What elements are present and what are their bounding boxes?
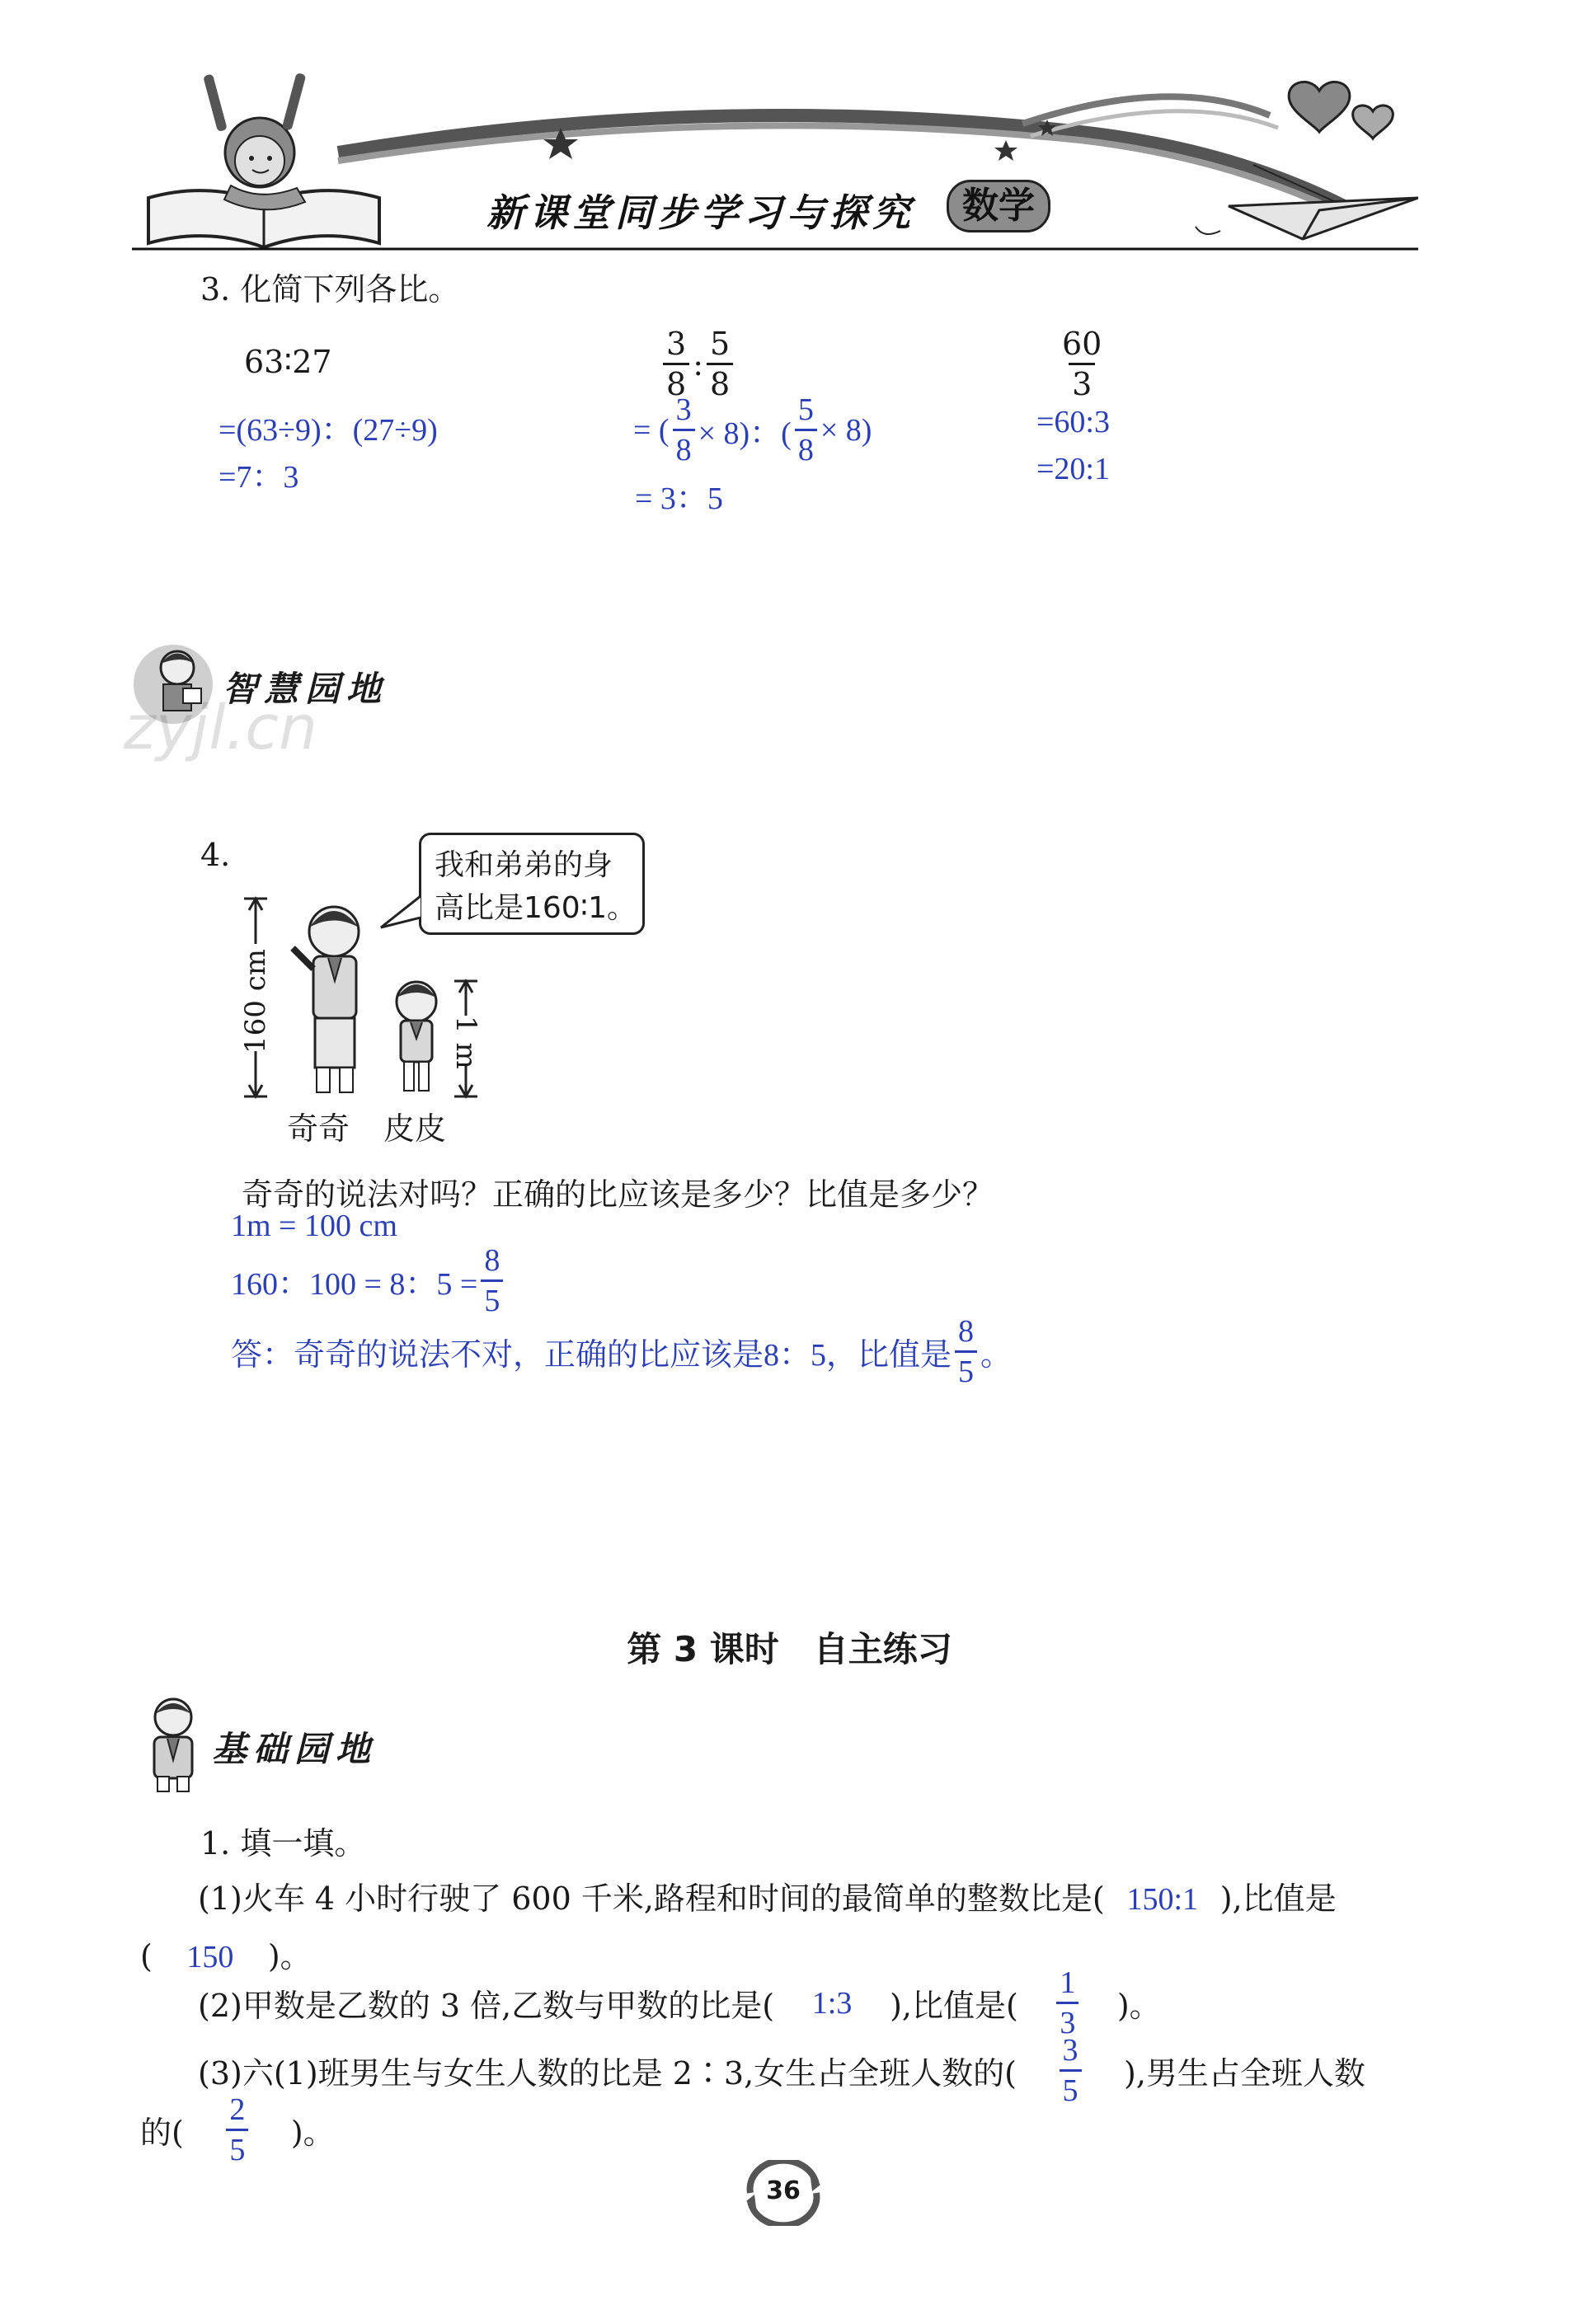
q4-answer3 bbox=[231, 1316, 1012, 1387]
q3-col3-step2: =20:1 bbox=[1036, 452, 1110, 486]
q4-figure bbox=[231, 890, 627, 1121]
q3-label: 3. 化简下列各比。 bbox=[200, 271, 460, 308]
q1-p3-answer1-num: 3 bbox=[1062, 2033, 1079, 2068]
q4-label: 4. bbox=[200, 837, 231, 873]
q1-p2-pre: (2)甲数是乙数的 3 倍,乙数与甲数的比是( bbox=[198, 1988, 775, 2024]
header-subject: 数学 bbox=[962, 185, 1035, 227]
watermark: zyjl.cn bbox=[124, 693, 317, 763]
q1-p2 bbox=[198, 1967, 1161, 2039]
q1-p2-answer2-num: 1 bbox=[1060, 1965, 1076, 2000]
q1-p1-line2-post: )。 bbox=[267, 1938, 312, 1974]
q3-col2-step1-b-num: 5 bbox=[797, 392, 814, 427]
q3-col2-problem bbox=[660, 328, 736, 400]
q3-col2-colon: : bbox=[693, 345, 703, 383]
q1-p1-line1-pre: (1)火车 4 小时行驶了 600 千米,路程和时间的最简单的整数比是( bbox=[198, 1880, 1105, 1917]
q1-p3-line1 bbox=[198, 2035, 1365, 2106]
header-title: 新课堂同步学习与探究 bbox=[486, 190, 915, 235]
q4-answer1: 1m = 100 cm bbox=[231, 1209, 397, 1243]
q3-col2-step1-mid: × 8)：( bbox=[698, 416, 792, 451]
boy-standing-icon bbox=[136, 1694, 210, 1793]
q1-p3-line2-pre: 的( bbox=[140, 2115, 184, 2151]
q1-p1-answer1: 150:1 bbox=[1126, 1882, 1199, 1917]
q3-col2-step1-a-den: 8 bbox=[673, 429, 695, 466]
q4-answer2 bbox=[231, 1245, 506, 1317]
section-basic bbox=[136, 1694, 482, 1793]
q3-col3-num: 60 bbox=[1062, 326, 1102, 362]
q4-answer2-prefix: 160：100 = 8：5 = bbox=[231, 1267, 478, 1302]
q1-p3-answer2-den: 5 bbox=[226, 2129, 248, 2166]
page-number: 36 bbox=[766, 2176, 801, 2205]
q3-col2-step2: = 3：5 bbox=[635, 481, 723, 516]
q1-label: 1. 填一填。 bbox=[200, 1825, 366, 1862]
q1-p1-line1 bbox=[198, 1873, 1337, 1918]
q4-answer2-num: 8 bbox=[484, 1243, 500, 1278]
q3-col1-step1: =(63÷9)：(27÷9) bbox=[219, 413, 438, 448]
q3-col3-den: 3 bbox=[1069, 363, 1095, 400]
q4-answer3-suffix: 。 bbox=[980, 1338, 1013, 1373]
q3-col2-a-num: 3 bbox=[666, 326, 687, 362]
header-subject-badge bbox=[947, 180, 1050, 232]
q1-p3-answer1-den: 5 bbox=[1060, 2069, 1082, 2106]
q3-col3-step1: =60:3 bbox=[1036, 405, 1110, 439]
q1-p3-line2-post: )。 bbox=[290, 2115, 335, 2151]
q3-col2-step1-prefix: = ( bbox=[633, 412, 670, 448]
q3-col2-b-den: 8 bbox=[707, 363, 733, 400]
q1-p2-answer1: 1:3 bbox=[811, 1985, 853, 2021]
q1-p1-line1-post: ),比值是 bbox=[1219, 1880, 1337, 1917]
q1-p3-line1-pre: (3)六(1)班男生与女生人数的比是 2∶3,女生占全班人数的( bbox=[198, 2055, 1017, 2092]
q3-col2-step1 bbox=[633, 394, 872, 466]
q1-p3-answer2-num: 2 bbox=[229, 2092, 246, 2127]
q3-col2-step1-a-num: 3 bbox=[675, 392, 692, 427]
q4-answer3-num: 8 bbox=[958, 1314, 975, 1349]
lesson-title: 第 3 课时 自主练习 bbox=[627, 1629, 952, 1669]
q1-p2-post: )。 bbox=[1116, 1988, 1161, 2024]
q4-bubble-line1: 我和弟弟的身 bbox=[435, 848, 613, 882]
q4-height-right-label: 1 m bbox=[449, 1016, 482, 1069]
q4-answer3-den: 5 bbox=[955, 1350, 977, 1387]
q4-name-right: 皮皮 bbox=[383, 1110, 447, 1147]
q4-question: 奇奇的说法对吗？正确的比应该是多少？比值是多少？ bbox=[242, 1176, 994, 1213]
page-header bbox=[132, 58, 1418, 256]
q1-p1-answer2: 150 bbox=[186, 1940, 234, 1974]
q3-col2-step1-b-den: 8 bbox=[795, 429, 817, 466]
q1-p3-line1-post: ),男生占全班人数 bbox=[1124, 2055, 1365, 2092]
q1-p2-mid: ),比值是( bbox=[890, 1988, 1018, 2024]
section-wisdom-title: 智慧园地 bbox=[223, 669, 388, 709]
q4-answer3-prefix: 答：奇奇的说法不对，正确的比应该是8：5，比值是 bbox=[231, 1338, 952, 1373]
q1-p1-line2-pre: ( bbox=[140, 1938, 153, 1974]
q4-height-left-label: 160 cm bbox=[239, 949, 272, 1054]
page-number-badge bbox=[738, 2160, 829, 2226]
section-basic-title: 基础园地 bbox=[212, 1729, 378, 1769]
q1-p2-answer2-den: 3 bbox=[1056, 2002, 1079, 2039]
q3-col3-problem bbox=[1055, 328, 1108, 400]
q3-col2-b-num: 5 bbox=[710, 326, 731, 362]
q3-col2-a-den: 8 bbox=[663, 363, 689, 400]
q4-answer2-den: 5 bbox=[481, 1279, 503, 1317]
q3-col1-step2: =7：3 bbox=[219, 460, 299, 495]
q3-col2-step1-suffix: × 8) bbox=[820, 412, 872, 448]
q4-name-left: 奇奇 bbox=[287, 1110, 350, 1147]
q1-p3-line2 bbox=[140, 2094, 335, 2166]
q3-col1-problem: 63∶27 bbox=[244, 344, 332, 380]
q4-bubble-line2: 高比是160∶1。 bbox=[435, 891, 637, 925]
